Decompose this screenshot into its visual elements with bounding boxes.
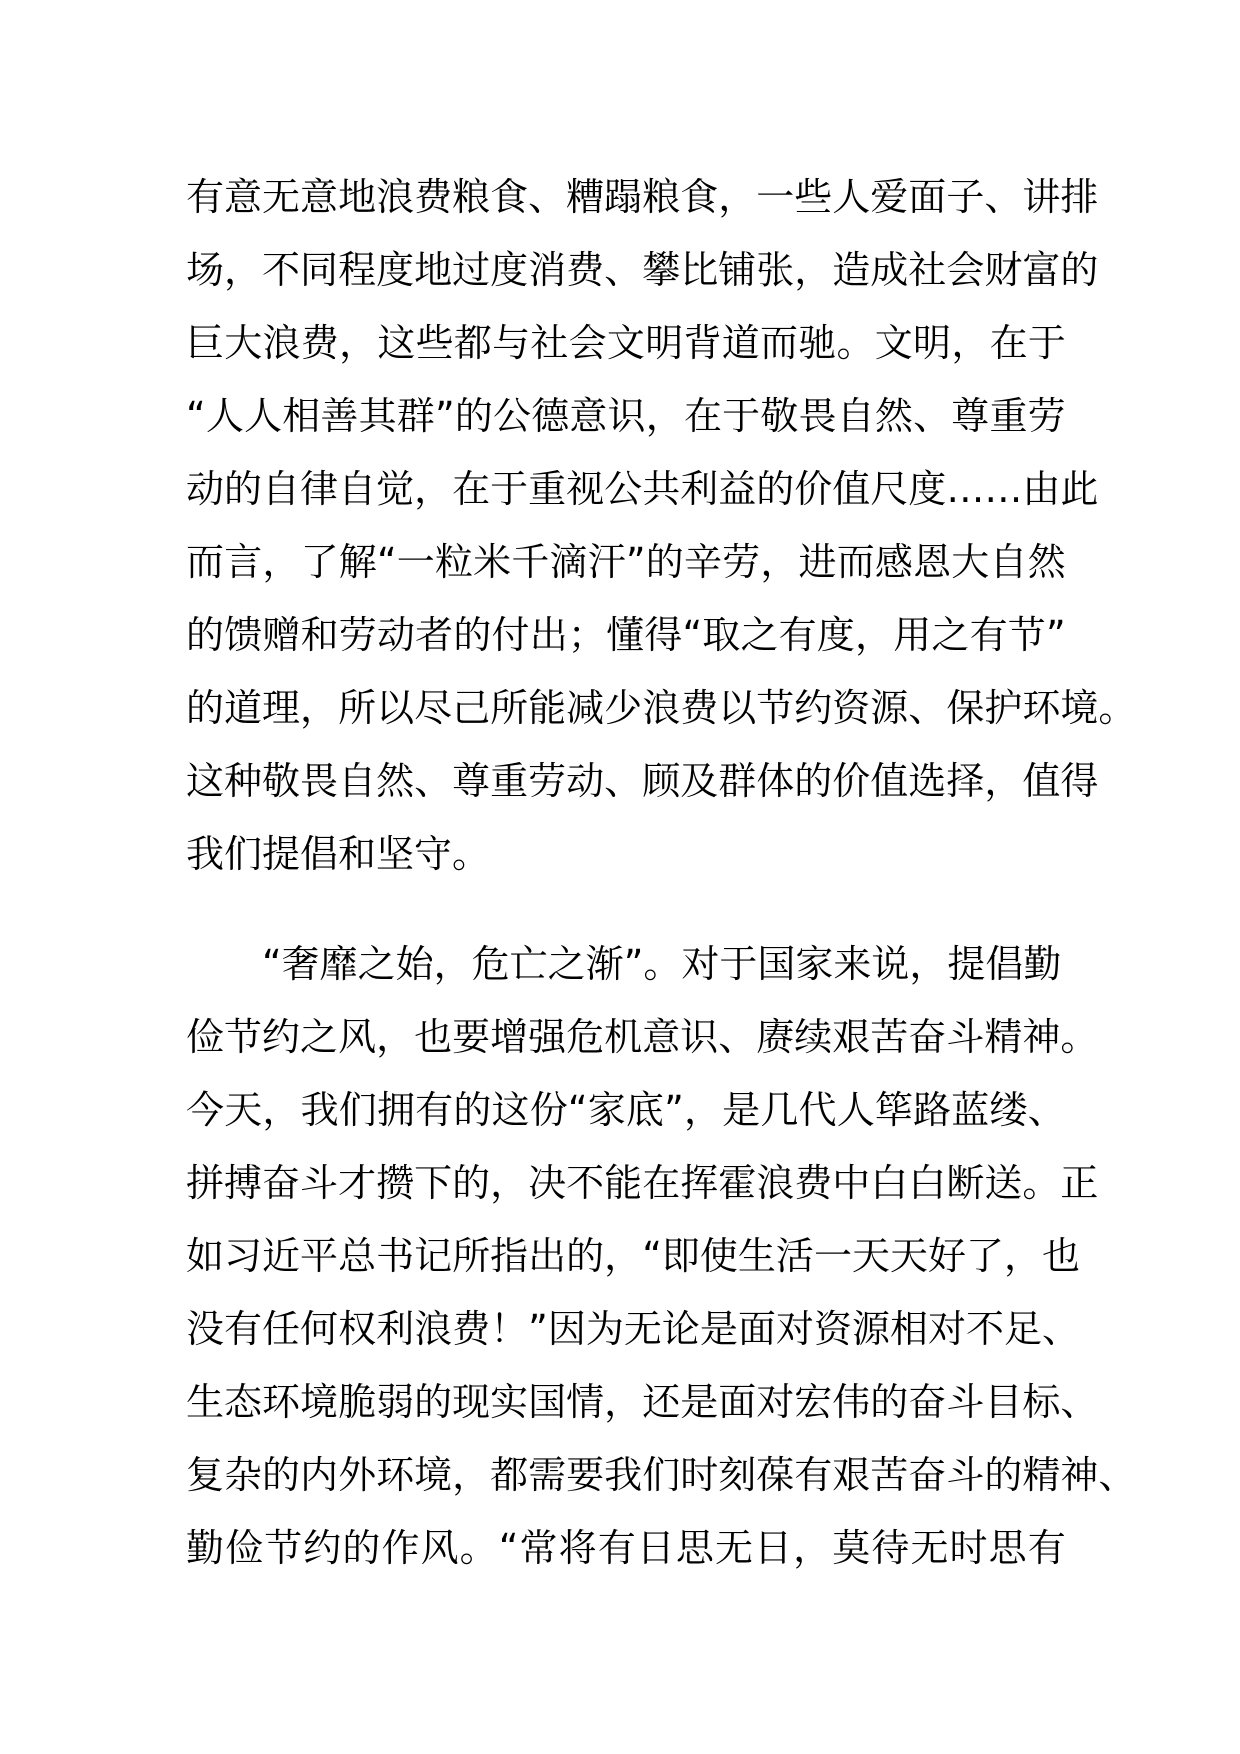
text-line: “奢靡之始，危亡之渐”。对于国家来说，提倡勤 [262,942,1062,986]
text-line: 今 天 ， 我 们 拥 有 的 这 份 “ 家 底 ” ， 是 几 代 人 筚 路 蓝 缕 、 [186,1088,1066,1132]
text-line: 勤 俭 节 约 的 作 风 。 “ 常 将 有 日 思 无 日 ， 莫 待 无 时 思 有 [186,1526,1066,1570]
text-line: 如 习 近 平 总 书 记 所 指 出 的 ， “ 即 使 生 活 一 天 天 好 了 ， 也 [186,1234,1081,1278]
text-line: 动 的 自 律 自 觉 ， 在 于 重 视 公 共 利 益 的 价 值 尺 度 … … 由 此 [186,467,1099,511]
text-line: 拼 搏 奋 斗 才 攒 下 的 ， 决 不 能 在 挥 霍 浪 费 中 白 白 断 送 。 正 [186,1161,1099,1205]
text-line: 复 杂 的 内 外 环 境 ， 都 需 要 我 们 时 刻 葆 有 艰 苦 奋 斗 的 精 神 、 [186,1453,1137,1497]
text-line: 我们提倡和坚守。 [186,832,491,876]
text-line: 的 馈 赠 和 劳 动 者 的 付 出 ； 懂 得 “ 取 之 有 度 ， 用 之 有 节 ” [186,613,1066,657]
text-line: 场 ， 不 同 程 度 地 过 度 消 费 、 攀 比 铺 张 ， 造 成 社 会 财 富 的 [186,248,1099,292]
text-line: 俭 节 约 之 风 ， 也 要 增 强 危 机 意 识 、 赓 续 艰 苦 奋 斗 精 神 。 [186,1015,1099,1059]
text-line: 这 种 敬 畏 自 然 、 尊 重 劳 动 、 顾 及 群 体 的 价 值 选 择 ， 值 得 [186,759,1099,803]
text-line: 有 意 无 意 地 浪 费 粮 食 、 糟 蹋 粮 食 ， 一 些 人 爱 面 子 、 讲 排 [186,175,1099,219]
text-line: 生 态 环 境 脆 弱 的 现 实 国 情 ， 还 是 面 对 宏 伟 的 奋 斗 目 标 、 [186,1380,1099,1424]
text-line: 的 道 理 ， 所 以 尽 己 所 能 减 少 浪 费 以 节 约 资 源 、 保 护 环 境 。 [186,686,1137,730]
paragraph [186,928,1137,1585]
text-line: “ 人 人 相 善 其 群 ” 的 公 德 意 识 ， 在 于 敬 畏 自 然 、 尊 重 劳 [186,394,1066,438]
text-line: 巨 大 浪 费 ， 这 些 都 与 社 会 文 明 背 道 而 驰 。 文 明 ， 在 于 [186,321,1066,365]
text-line: 而 言 ， 了 解 “ 一 粒 米 千 滴 汗 ” 的 辛 劳 ， 进 而 感 恩 大 自 然 [186,540,1066,584]
paragraph [186,161,1137,891]
text-line: 没 有 任 何 权 利 浪 费 ！ ” 因 为 无 论 是 面 对 资 源 相 对 不 足 、 [186,1307,1081,1351]
